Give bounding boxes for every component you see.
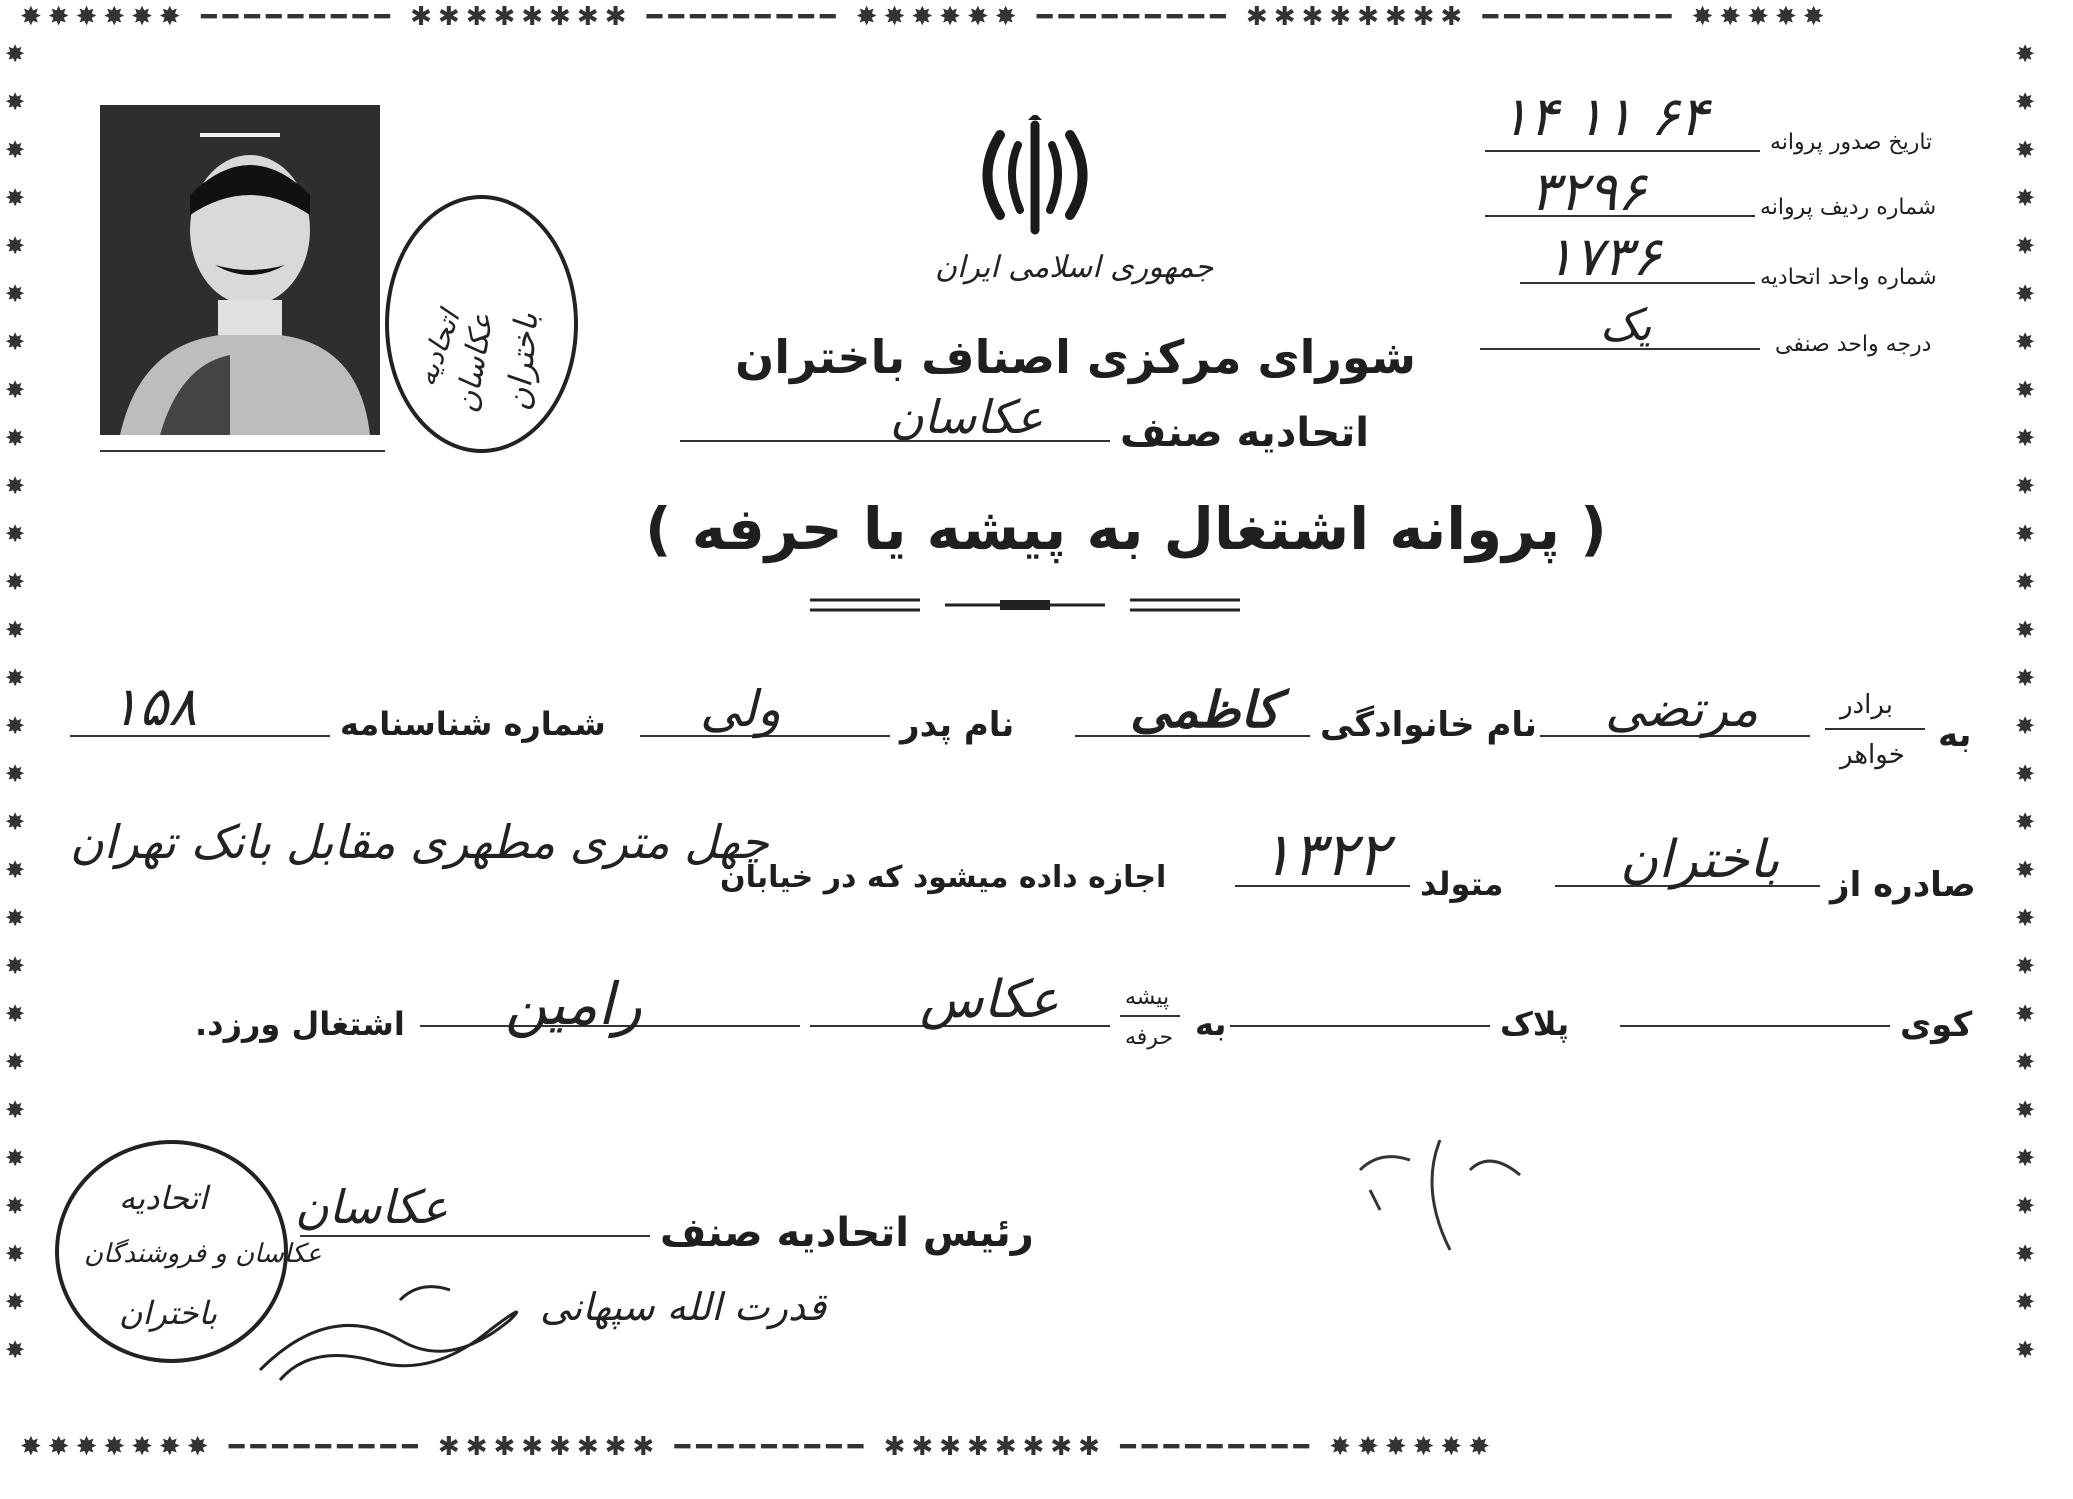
brother-label: برادر xyxy=(1840,690,1893,720)
stamp-top xyxy=(385,195,578,453)
family-name-value: کاظمی xyxy=(1130,680,1280,739)
council-name: شورای مرکزی اصناف باختران xyxy=(735,330,1416,384)
portrait-icon xyxy=(100,105,380,435)
unit-number-label: شماره واحد اتحادیه xyxy=(1760,265,1937,290)
stamp-top-line2: عکاسان xyxy=(449,310,501,416)
plate-label: پلاک xyxy=(1500,1005,1570,1043)
row-number-label: شماره ردیف پروانه xyxy=(1760,195,1937,220)
to-label: به xyxy=(1938,715,1972,755)
first-name-value: مرتضی xyxy=(1605,680,1759,738)
issue-date-value: ۶۴ ۱۱ ۱۴ xyxy=(1500,85,1709,148)
stamp-bottom-line1: اتحادیه xyxy=(119,1179,208,1217)
father-name-value: ولی xyxy=(700,680,782,738)
engage-text: اشتغال ورزد. xyxy=(195,1005,405,1043)
permit-text: اجازه داده میشود که در خیابان xyxy=(720,860,1167,895)
initials-mark-icon xyxy=(1340,1130,1550,1260)
top-border-ornament: ✸✸✸✸✸✸ ━━━━━━━━━ ✱✱✱✱✱✱✱✱ ━━━━━━━━━ ✸✸✸✸✸✸ ━━━━━━━━━ ✱✱✱✱✱✱✱✱ ━━━━━━━━━ ✸✸✸✸✸ xyxy=(20,2,1831,32)
trade-top-label: پیشه xyxy=(1125,985,1170,1010)
street-value: چهل متری مطهری مقابل بانک تهران xyxy=(70,815,769,869)
issue-date-label: تاریخ صدور پروانه xyxy=(1770,130,1933,155)
union-head-label: رئیس اتحادیه صنف xyxy=(660,1210,1034,1256)
grade-label: درجه واحد صنفی xyxy=(1775,332,1932,357)
born-label: متولد xyxy=(1420,865,1504,903)
title-divider xyxy=(810,592,1240,622)
to-trade-label: به xyxy=(1195,1005,1227,1043)
sister-label: خواهر xyxy=(1840,740,1905,770)
id-number-label: شماره شناسنامه xyxy=(340,705,606,743)
stamp-top-line1: اتحادیه xyxy=(409,306,467,391)
document-title: ( پروانه اشتغال به پیشه یا حرفه ) xyxy=(645,495,1607,563)
row-number-value: ۳۲۹۶ xyxy=(1530,160,1647,223)
born-value: ۱۳۲۲ xyxy=(1260,820,1389,890)
stamp-bottom xyxy=(55,1140,322,1363)
id-number-value: ۱۵۸ xyxy=(110,675,198,738)
stamp-bottom-line3: باختران xyxy=(119,1294,218,1332)
union-head-value: عکاسان xyxy=(295,1180,449,1234)
handwritten-signature-icon xyxy=(250,1260,540,1390)
grade-value: یک xyxy=(1600,300,1652,351)
union-label: اتحادیه صنف xyxy=(1120,410,1369,456)
bottom-border-ornament: ✸✸✸✸✸✸✸ ━━━━━━━━━ ✱✱✱✱✱✱✱✱ ━━━━━━━━━ ✱✱✱✱✱✱✱✱ ━━━━━━━━━ ✸✸✸✸✸✸ xyxy=(20,1432,1496,1462)
issued-from-label: صادره از xyxy=(1830,865,1976,905)
alley-label: کوی xyxy=(1900,1005,1973,1045)
stamp-bottom-line2: عکاسان و فروشندگان xyxy=(84,1239,322,1269)
issued-from-value: باختران xyxy=(1620,830,1780,890)
stamp-top-line3: باختران xyxy=(499,311,546,413)
union-value: عکاسان xyxy=(890,390,1044,444)
emblem-caption: جمهوری اسلامی ایران xyxy=(935,250,1214,285)
left-border-ornament: ✸ ✸ ✸ ✸ ✸ ✸ ✸ ✸ ✸ ✸ ✸ ✸ ✸ ✸ ✸ ✸ ✸ ✸ ✸ ✸ ✸ ✸ ✸ ✸ ✸ ✸ ✸ ✸ xyxy=(4,40,26,1364)
trade-bottom-label: حرفه xyxy=(1125,1025,1174,1050)
trade-value: عکاس xyxy=(920,970,1060,1030)
iran-emblem-icon xyxy=(970,115,1100,245)
father-name-label: نام پدر xyxy=(900,705,1015,745)
union-head-name: قدرت الله سپهانی xyxy=(540,1285,827,1329)
shop-name-value: رامین xyxy=(505,970,642,1038)
right-border-ornament: ✸ ✸ ✸ ✸ ✸ ✸ ✸ ✸ ✸ ✸ ✸ ✸ ✸ ✸ ✸ ✸ ✸ ✸ ✸ ✸ ✸ ✸ ✸ ✸ ✸ ✸ ✸ ✸ xyxy=(2014,40,2036,1364)
portrait-photo xyxy=(100,105,380,435)
unit-number-value: ۱۷۳۶ xyxy=(1545,225,1662,288)
family-name-label: نام خانوادگی xyxy=(1320,705,1537,745)
